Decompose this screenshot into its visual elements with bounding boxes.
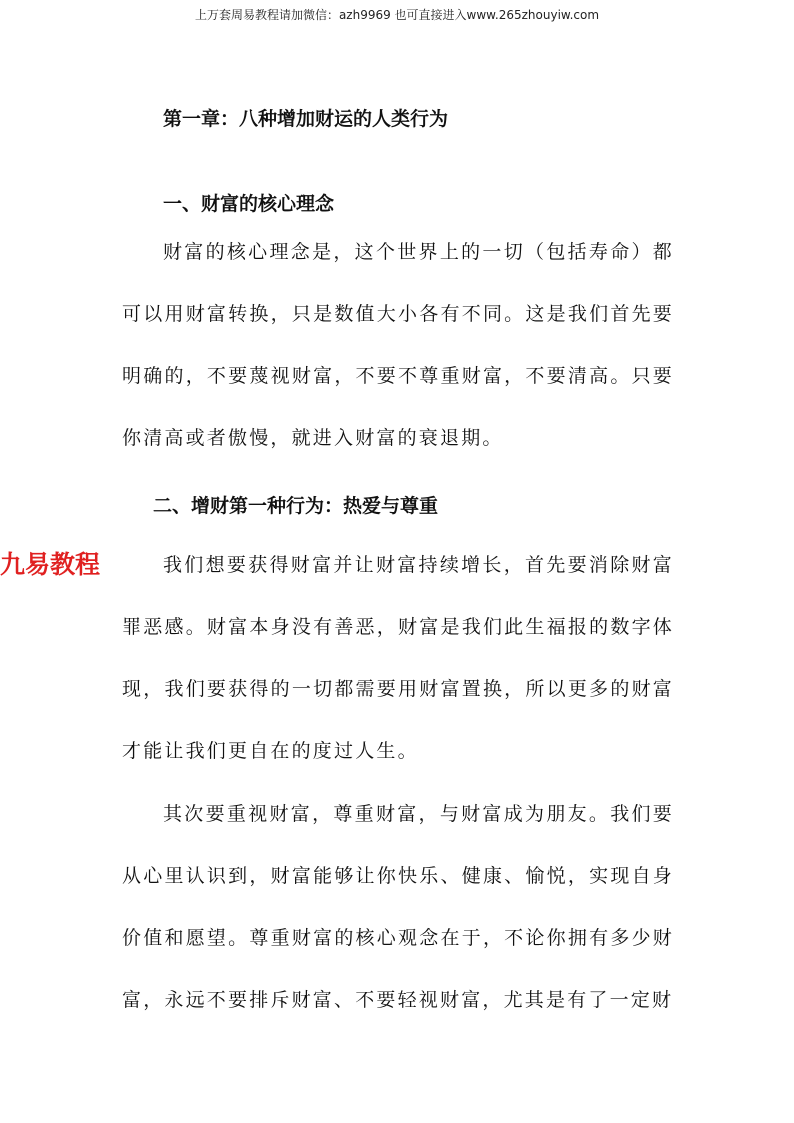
chapter-title: 第一章：八种增加财运的人类行为	[163, 108, 449, 130]
section-2-paragraph-1: 我们想要获得财富并让财富持续增长，首先要消除财富罪恶感。财富本身没有善恶，财富是我们此生福报的数字体现，我们要获得的一切都需要用财富置换，所以更多的财富才能让我们更自在的度过人生。	[122, 554, 674, 762]
section-title-2: 二、增财第一种行为：热爱与尊重	[153, 495, 439, 517]
page-header: 上万套周易教程请加微信：azh9969 也可直接进入www.265zhouyiw.com	[194, 8, 600, 22]
section-1-paragraph-1: 财富的核心理念是，这个世界上的一切（包括寿命）都可以用财富转换，只是数值大小各有不同。这是我们首先要明确的，不要蔑视财富，不要不尊重财富，不要清高。只要你清高或者傲慢，就进入财富的衰退期。	[122, 241, 674, 449]
section-2-paragraph-2: 其次要重视财富，尊重财富，与财富成为朋友。我们要从心里认识到，财富能够让你快乐、健康、愉悦，实现自身价值和愿望。尊重财富的核心观念在于，不论你拥有多少财富，永远不要排斥财富、不要轻视财富，尤其是有了一定财	[122, 803, 674, 1011]
section-title-1: 一、财富的核心理念	[163, 193, 335, 215]
watermark-label: 九易教程	[0, 550, 101, 579]
